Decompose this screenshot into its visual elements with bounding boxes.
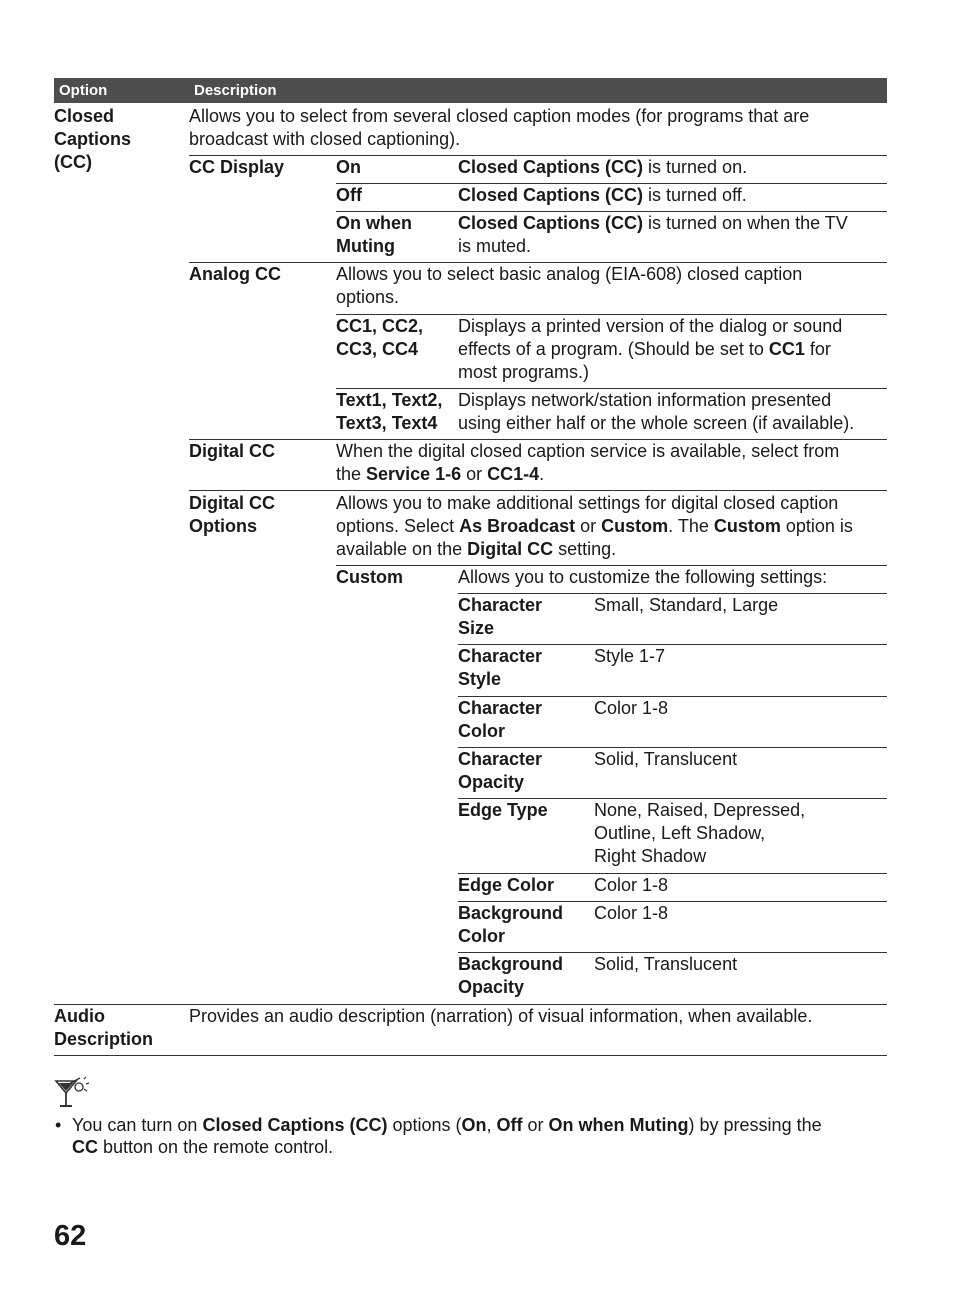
analog-cc-desc-2: options.	[336, 287, 400, 307]
text1-desc-1: Displays network/station information presented	[458, 390, 832, 410]
cc1-desc-3: most programs.)	[458, 362, 590, 382]
digital-cc-label: Digital CC	[189, 441, 276, 461]
tip-text-line-1: You can turn on Closed Captions (CC) options (On, Off or On when Muting) by pressing the	[72, 1115, 822, 1135]
audio-description-label-1: Audio	[54, 1006, 105, 1026]
digital-cc-options-desc-1: Allows you to make additional settings for digital closed caption	[336, 493, 839, 513]
digital-cc-desc-2: the Service 1-6 or CC1-4.	[336, 464, 545, 484]
setting-label: Edge Color	[458, 875, 555, 895]
setting-value: Style 1-7	[594, 646, 666, 666]
setting-label: Opacity	[458, 772, 525, 792]
closed-captions-label-3: (CC)	[54, 152, 92, 172]
closed-captions-desc-2: broadcast with closed captioning).	[189, 129, 461, 149]
setting-value: Color 1-8	[594, 698, 669, 718]
page-number: 62	[54, 1220, 87, 1252]
digital-cc-options-desc-3: available on the Digital CC setting.	[336, 539, 617, 559]
tip-bullet: •	[55, 1115, 62, 1135]
setting-value: Small, Standard, Large	[594, 595, 779, 615]
cc-display-on-desc: Closed Captions (CC) is turned on.	[458, 157, 748, 177]
setting-value: None, Raised, Depressed,	[594, 800, 806, 820]
setting-label: Character	[458, 749, 543, 769]
header-description: Description	[194, 82, 277, 99]
setting-label: Color	[458, 721, 505, 741]
cc-display-off-label: Off	[336, 185, 362, 205]
setting-label: Color	[458, 926, 505, 946]
tip-icon	[54, 1076, 92, 1110]
closed-captions-label-1: Closed	[54, 106, 115, 126]
setting-value: Solid, Translucent	[594, 954, 738, 974]
custom-desc: Allows you to customize the following settings:	[458, 567, 828, 587]
setting-label: Opacity	[458, 977, 525, 997]
text1-desc-2: using either half or the whole screen (if available).	[458, 413, 855, 433]
cc1-label-1: CC1, CC2,	[336, 316, 424, 336]
header-option: Option	[59, 82, 108, 99]
text1-label-1: Text1, Text2,	[336, 390, 443, 410]
cc-display-label: CC Display	[189, 157, 285, 177]
cc-display-muting-desc-1: Closed Captions (CC) is turned on when the TV	[458, 213, 848, 233]
digital-cc-options-label-2: Options	[189, 516, 257, 536]
divider	[54, 1055, 887, 1056]
cc1-desc-2: effects of a program. (Should be set to CC1 for	[458, 339, 831, 359]
digital-cc-desc-1: When the digital closed caption service is available, select from	[336, 441, 840, 461]
setting-label: Background	[458, 954, 564, 974]
setting-value: Right Shadow	[594, 846, 707, 866]
cc-display-on-label: On	[336, 157, 361, 177]
setting-label: Size	[458, 618, 495, 638]
custom-label: Custom	[336, 567, 403, 587]
cc1-desc-1: Displays a printed version of the dialog or sound	[458, 316, 843, 336]
setting-label: Style	[458, 669, 502, 689]
divider	[189, 490, 887, 491]
audio-description-desc: Provides an audio description (narration) of visual information, when available.	[189, 1006, 813, 1026]
cc1-label-2: CC3, CC4	[336, 339, 419, 359]
closed-captions-desc-1: Allows you to select from several closed caption modes (for programs that are	[189, 106, 810, 126]
digital-cc-options-desc-2: options. Select As Broadcast or Custom. The Custom option is	[336, 516, 853, 536]
text1-label-2: Text3, Text4	[336, 413, 438, 433]
setting-value: Color 1-8	[594, 903, 669, 923]
setting-label: Character	[458, 698, 543, 718]
setting-value: Color 1-8	[594, 875, 669, 895]
digital-cc-options-label-1: Digital CC	[189, 493, 276, 513]
cc-display-muting-label-1: On when	[336, 213, 412, 233]
analog-cc-label: Analog CC	[189, 264, 281, 284]
audio-description-label-2: Description	[54, 1029, 154, 1049]
cc-display-muting-desc-2: is muted.	[458, 236, 532, 256]
setting-label: Character	[458, 646, 543, 666]
setting-label: Character	[458, 595, 543, 615]
setting-value: Outline, Left Shadow,	[594, 823, 766, 843]
closed-captions-label-2: Captions	[54, 129, 132, 149]
table-header	[54, 78, 887, 103]
analog-cc-desc-1: Allows you to select basic analog (EIA-608) closed caption	[336, 264, 803, 284]
cc-display-muting-label-2: Muting	[336, 236, 395, 256]
setting-value: Solid, Translucent	[594, 749, 738, 769]
setting-label: Edge Type	[458, 800, 548, 820]
cc-display-off-desc: Closed Captions (CC) is turned off.	[458, 185, 747, 205]
setting-label: Background	[458, 903, 564, 923]
tip-text-line-2: CC button on the remote control.	[72, 1137, 334, 1157]
